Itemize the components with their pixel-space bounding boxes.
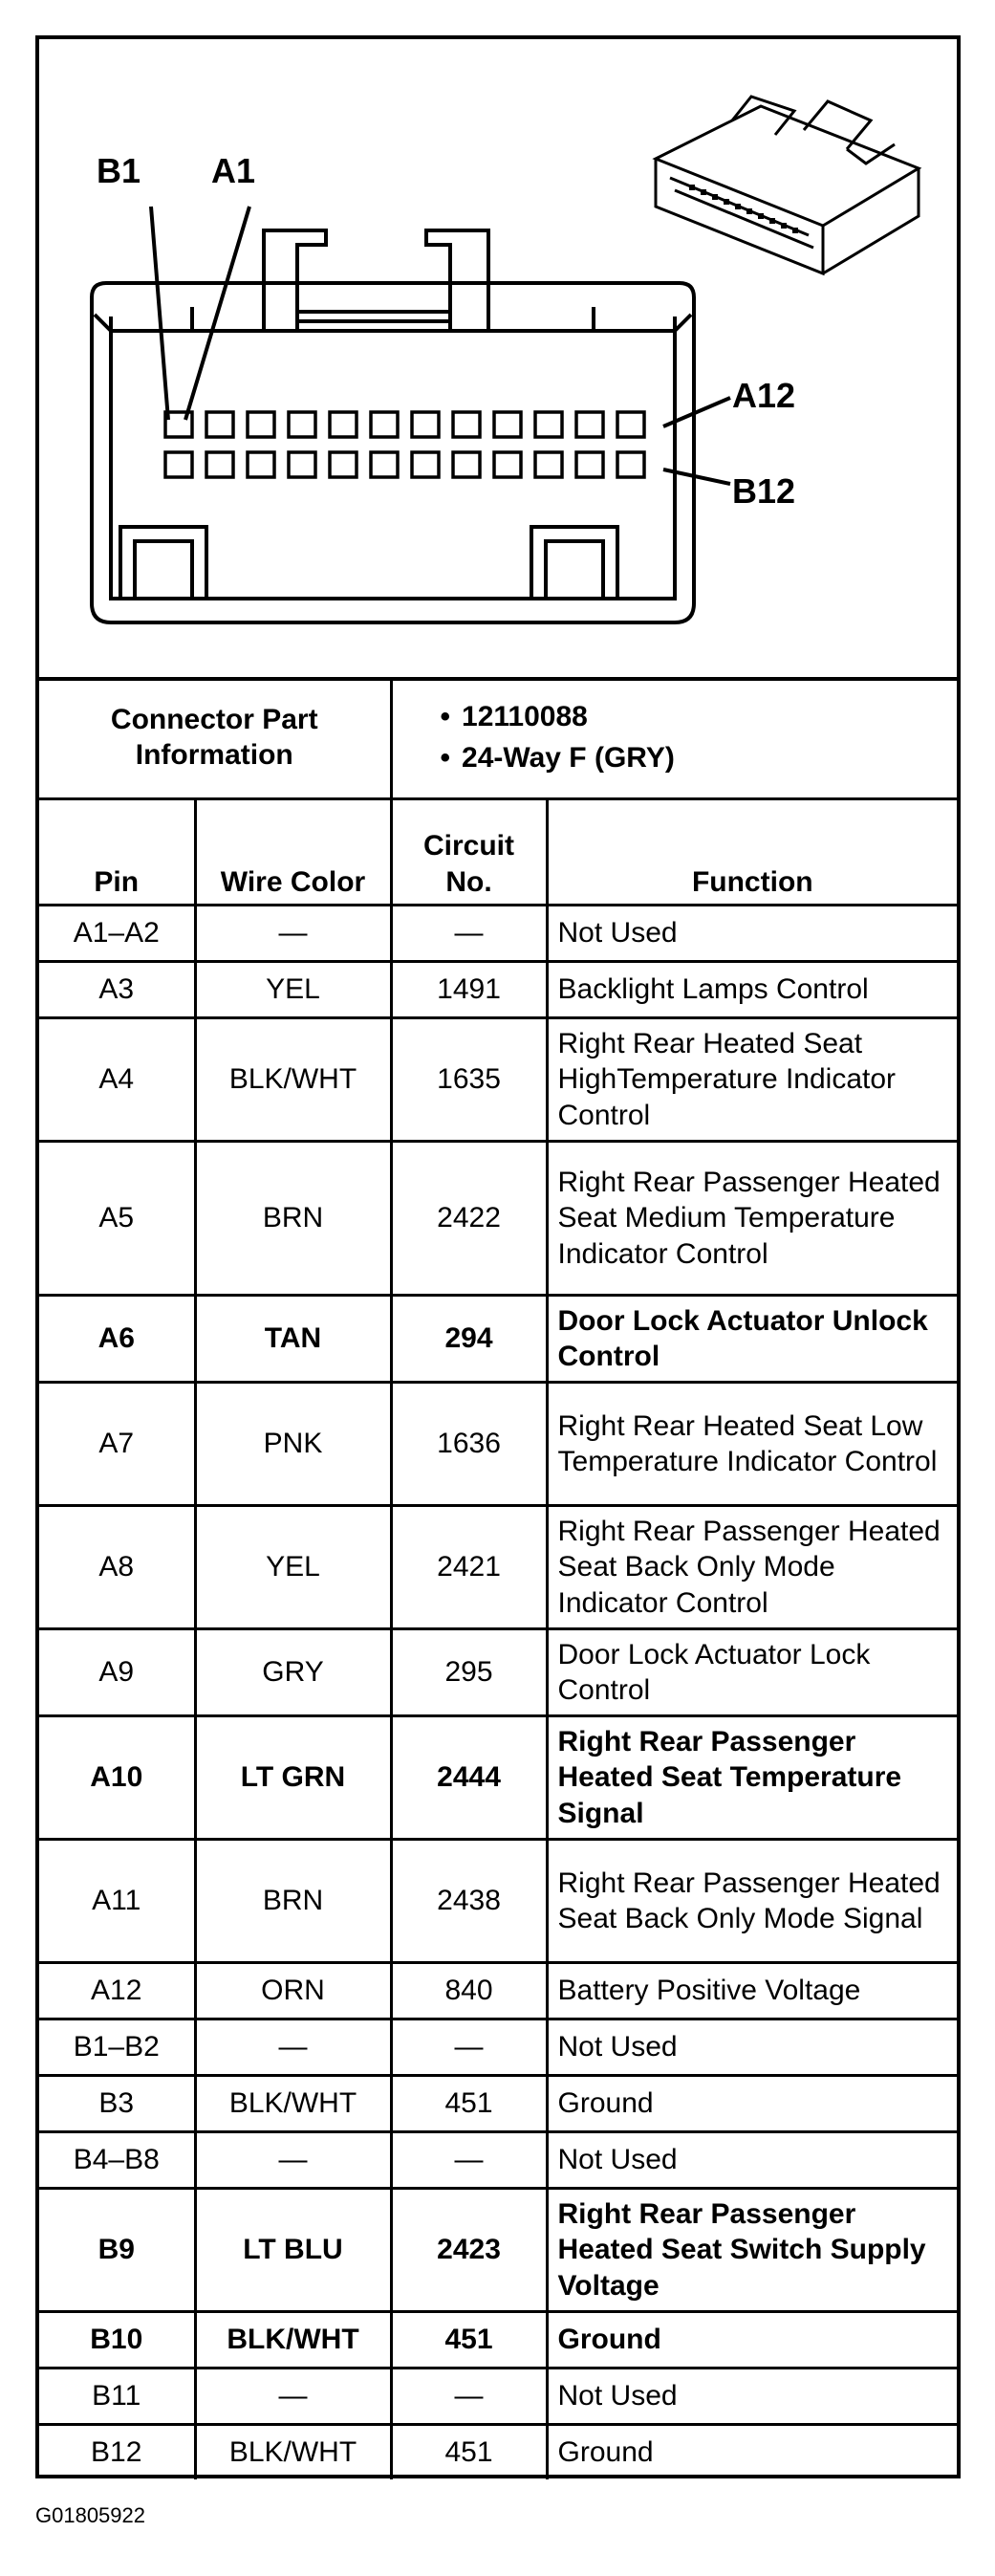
circuit-cell: 2438 (391, 1840, 547, 1963)
function-cell: Right Rear Passenger Heated Seat Back Only Mode Indicator Control (547, 1506, 957, 1629)
pin-cavities (165, 412, 644, 477)
connector-frame (35, 35, 961, 2478)
table-row (39, 1018, 957, 1142)
wire-color-cell: ORN (195, 1963, 391, 2019)
circuit-cell: 2444 (391, 1716, 547, 1840)
pin-cell: A5 (39, 1142, 195, 1296)
pin-cell: B1–B2 (39, 2019, 195, 2076)
table-row (39, 2189, 957, 2312)
function-cell: Door Lock Actuator Lock Control (547, 1629, 957, 1716)
wire-color-cell: BLK/WHT (195, 2076, 391, 2132)
function-cell: Ground (547, 2425, 957, 2480)
table-row (39, 1716, 957, 1840)
connector-info-row (39, 677, 957, 799)
pin-cell: A8 (39, 1506, 195, 1629)
function-cell: Right Rear Heated Seat Low Temperature Indicator Control (547, 1383, 957, 1506)
figure-id: G01805922 (35, 2503, 145, 2527)
label-b12: B12 (732, 471, 796, 511)
wire-color-cell: BRN (195, 1142, 391, 1296)
circuit-cell: 1635 (391, 1018, 547, 1142)
table-row (39, 1963, 957, 2019)
wire-color-cell: GRY (195, 1629, 391, 1716)
function-cell: Not Used (547, 2369, 957, 2425)
pin-cell: A10 (39, 1716, 195, 1840)
function-cell: Ground (547, 2312, 957, 2369)
table-row (39, 2312, 957, 2369)
circuit-cell: 294 (391, 1296, 547, 1383)
pin-cell: A4 (39, 1018, 195, 1142)
pin-cell: A11 (39, 1840, 195, 1963)
wire-color-cell: YEL (195, 1506, 391, 1629)
connector-diagram (39, 39, 957, 681)
function-cell: Door Lock Actuator Unlock Control (547, 1296, 957, 1383)
wire-color-cell: YEL (195, 962, 391, 1018)
wire-color-cell: LT BLU (195, 2189, 391, 2312)
function-cell: Right Rear Passenger Heated Seat Medium Temperature Indicator Control (547, 1142, 957, 1296)
pin-cell: B9 (39, 2189, 195, 2312)
connector-part-number: • 12110088 (441, 699, 948, 735)
table-row (39, 2425, 957, 2480)
label-a1: A1 (211, 151, 256, 190)
function-cell: Not Used (547, 2019, 957, 2076)
circuit-cell: — (391, 2369, 547, 2425)
table-row (39, 2369, 957, 2425)
connector-info-values (391, 677, 957, 799)
connector-info-label: Connector Part Information (39, 677, 391, 799)
function-cell: Right Rear Passenger Heated Seat Switch Supply Voltage (547, 2189, 957, 2312)
wire-color-cell: — (195, 2132, 391, 2189)
label-b1: B1 (97, 151, 141, 190)
col-header-function: Function (547, 799, 957, 906)
pin-cell: A6 (39, 1296, 195, 1383)
wire-color-cell: BLK/WHT (195, 2425, 391, 2480)
pin-cell: A12 (39, 1963, 195, 2019)
label-a12: A12 (732, 376, 796, 415)
function-cell: Not Used (547, 906, 957, 962)
table-row (39, 1296, 957, 1383)
pin-cell: B4–B8 (39, 2132, 195, 2189)
wire-color-cell: — (195, 2019, 391, 2076)
circuit-cell: 2421 (391, 1506, 547, 1629)
function-cell: Right Rear Passenger Heated Seat Temperature Signal (547, 1716, 957, 1840)
circuit-cell: 1636 (391, 1383, 547, 1506)
circuit-cell: 2422 (391, 1142, 547, 1296)
pin-cell: B10 (39, 2312, 195, 2369)
pin-cell: A1–A2 (39, 906, 195, 962)
table-row (39, 1506, 957, 1629)
wire-color-cell: — (195, 2369, 391, 2425)
circuit-cell: 451 (391, 2425, 547, 2480)
wire-color-cell: BLK/WHT (195, 2312, 391, 2369)
wire-color-cell: BLK/WHT (195, 1018, 391, 1142)
table-row (39, 1383, 957, 1506)
col-header-pin: Pin (39, 799, 195, 906)
circuit-cell: — (391, 2132, 547, 2189)
function-cell: Battery Positive Voltage (547, 1963, 957, 2019)
table-row (39, 1629, 957, 1716)
col-header-wire-color: Wire Color (195, 799, 391, 906)
wire-color-cell: BRN (195, 1840, 391, 1963)
circuit-cell: — (391, 2019, 547, 2076)
table-row (39, 1142, 957, 1296)
table-row (39, 2132, 957, 2189)
wire-color-cell: — (195, 906, 391, 962)
function-cell: Right Rear Passenger Heated Seat Back Only Mode Signal (547, 1840, 957, 1963)
circuit-cell: 840 (391, 1963, 547, 2019)
pin-table (39, 677, 957, 2479)
circuit-cell: 451 (391, 2312, 547, 2369)
pin-cell: A9 (39, 1629, 195, 1716)
wire-color-cell: TAN (195, 1296, 391, 1383)
function-cell: Ground (547, 2076, 957, 2132)
circuit-cell: 451 (391, 2076, 547, 2132)
table-header-row (39, 799, 957, 906)
circuit-cell: 2423 (391, 2189, 547, 2312)
table-row (39, 962, 957, 1018)
connector-isometric-view (656, 97, 919, 273)
wire-color-cell: LT GRN (195, 1716, 391, 1840)
pin-cell: B11 (39, 2369, 195, 2425)
table-row (39, 906, 957, 962)
pin-cell: B12 (39, 2425, 195, 2480)
table-row (39, 1840, 957, 1963)
col-header-circuit: Circuit No. (391, 799, 547, 906)
connector-face-drawing (39, 39, 957, 677)
circuit-cell: — (391, 906, 547, 962)
function-cell: Not Used (547, 2132, 957, 2189)
circuit-cell: 1491 (391, 962, 547, 1018)
table-row (39, 2076, 957, 2132)
table-row (39, 2019, 957, 2076)
pin-cell: B3 (39, 2076, 195, 2132)
pin-cell: A7 (39, 1383, 195, 1506)
function-cell: Backlight Lamps Control (547, 962, 957, 1018)
function-cell: Right Rear Heated Seat HighTemperature Indicator Control (547, 1018, 957, 1142)
connector-type: • 24-Way F (GRY) (441, 740, 948, 776)
wire-color-cell: PNK (195, 1383, 391, 1506)
pin-cell: A3 (39, 962, 195, 1018)
circuit-cell: 295 (391, 1629, 547, 1716)
